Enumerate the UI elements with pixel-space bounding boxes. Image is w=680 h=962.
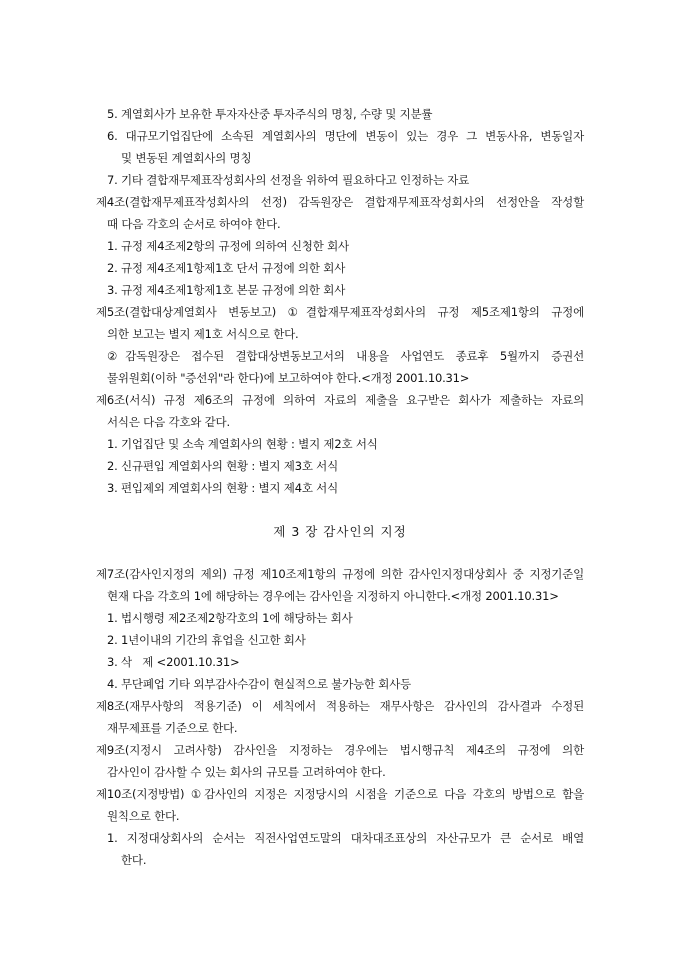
- text-line: 때 다음 각호의 순서로 하여야 한다.: [107, 217, 281, 231]
- text-line: 3. 삭 제 <2001.10.31>: [107, 655, 240, 669]
- text-line: 1. 규정 제4조제2항의 규정에 의하여 신청한 회사: [107, 239, 349, 253]
- text-line: 2. 규정 제4조제1항제1호 단서 규정에 의한 회사: [107, 261, 346, 275]
- text-line: 한다.: [121, 853, 147, 867]
- text-line: 5. 계열회사가 보유한 투자자산중 투자주식의 명칭, 수량 및 지분률: [107, 107, 433, 121]
- text-line: 1. 법시행령 제2조제2항각호의 1에 해당하는 회사: [107, 611, 353, 625]
- text-line: 제8조(재무사항의 적용기준) 이 세칙에서 적용하는 재무사항은 감사인의 감사결과 수정된: [96, 699, 584, 713]
- text-line: 재무제표를 기준으로 한다.: [107, 721, 238, 735]
- text-line: ②감독원장은 접수된 결합대상변동보고서의 내용을 사업연도 종료후 5월까지 증권선: [107, 349, 584, 363]
- text-line: 서식은 다음 각호와 같다.: [107, 415, 230, 429]
- chapter-heading: 제 3 장 감사인의 지정: [273, 524, 407, 539]
- text-line: 제7조(감사인지정의 제외) 규정 제10조제1항의 규정에 의한 감사인지정대상회사 중 지정기준일: [96, 567, 584, 581]
- text-line: 물위원회(이하 "증선위"라 한다)에 보고하여야 한다.<개정 2001.10.31>: [107, 371, 470, 385]
- text-line: 제10조(지정방법) ①감사인의 지정은 지정당시의 시점을 기준으로 다음 각호의 방법으로 함을: [96, 787, 584, 801]
- text-line: 원칙으로 한다.: [107, 809, 180, 823]
- text-line: 4. 무단폐업 기타 외부감사수감이 현실적으로 불가능한 회사등: [107, 677, 412, 691]
- text-line: 2. 신규편입 계열회사의 현황 : 별지 제3호 서식: [107, 459, 339, 473]
- text-line: 현재 다음 각호의 1에 해당하는 경우에는 감사인을 지정하지 아니한다.<개정 2001.10.31>: [107, 589, 559, 603]
- text-line: 제4조(결합재무제표작성회사의 선정) 감독원장은 결합재무제표작성회사의 선정안을 작성할: [96, 195, 584, 209]
- text-line: 3. 편입제외 계열회사의 현황 : 별지 제4호 서식: [107, 481, 339, 495]
- text-line: 2. 1년이내의 기간의 휴업을 신고한 회사: [107, 633, 306, 647]
- text-line: 의한 보고는 별지 제1호 서식으로 한다.: [107, 327, 299, 341]
- text-line: 1. 기업집단 및 소속 계열회사의 현황 : 별지 제2호 서식: [107, 437, 378, 451]
- text-line: 6. 대규모기업집단에 소속된 계열회사의 명단에 변동이 있는 경우 그 변동사유, 변동일자: [107, 129, 584, 143]
- text-line: 감사인이 감사할 수 있는 회사의 규모를 고려하여야 한다.: [107, 765, 386, 779]
- text-line: 3. 규정 제4조제1항제1호 본문 규정에 의한 회사: [107, 283, 346, 297]
- text-line: 및 변동된 계열회사의 명칭: [121, 151, 252, 165]
- text-line: 제6조(서식) 규정 제6조의 규정에 의하여 자료의 제출을 요구받은 회사가 제출하는 자료의: [96, 393, 584, 407]
- text-line: 7. 기타 결합재무제표작성회사의 선정을 위하여 필요하다고 인정하는 자료: [107, 173, 470, 187]
- text-line: 제9조(지정시 고려사항) 감사인을 지정하는 경우에는 법시행규칙 제4조의 규정에 의한: [96, 743, 584, 757]
- text-line: 1. 지정대상회사의 순서는 직전사업연도말의 대차대조표상의 자산규모가 큰 순서로 배열: [107, 831, 584, 845]
- text-line: 제5조(결합대상계열회사 변동보고) ①결합재무제표작성회사의 규정 제5조제1항의 규정에: [96, 305, 584, 319]
